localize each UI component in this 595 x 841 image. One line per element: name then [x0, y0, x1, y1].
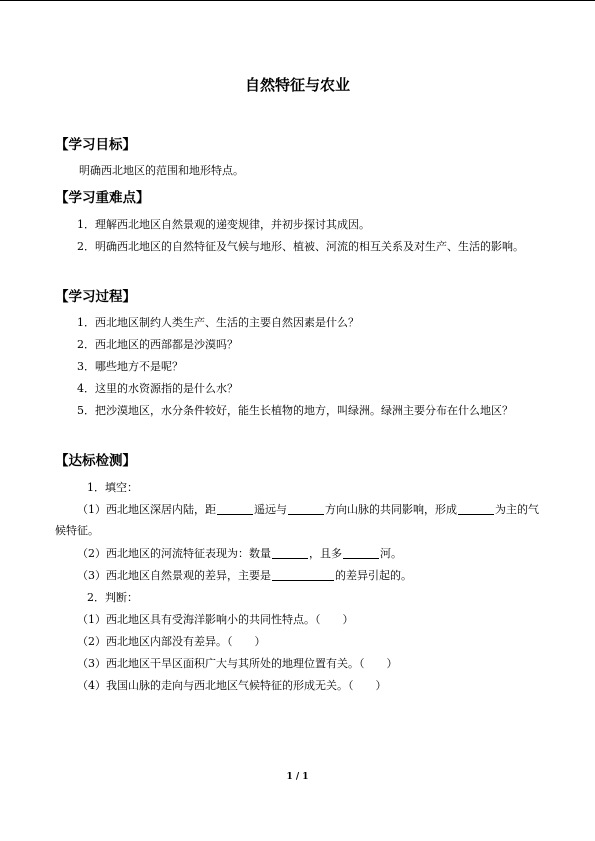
fill-q1-part-c: 方向山脉的共同影响，形成 [325, 503, 457, 516]
fill-blank [272, 568, 334, 581]
fill-q1-part-b: 遥远与 [254, 503, 287, 516]
judge-question-4: （4）我国山脉的走向与西北地区气候特征的形成无关。（ ） [77, 679, 387, 692]
fill-blank [288, 502, 324, 515]
fill-question-2 [55, 543, 545, 564]
top-border-line [0, 0, 595, 1]
fill-q1-part-d: 为主的气候特征。 [55, 503, 539, 537]
heading-key-points: 【学习重难点】 [55, 190, 150, 206]
process-question-2: 2．西北地区的西部都是沙漠吗？ [77, 338, 238, 351]
process-question-4: 4．这里的水资源指的是什么水？ [77, 382, 238, 395]
judge-question-3: （3）西北地区干旱区面积广大与其所处的地理位置有关。（ ） [77, 657, 398, 670]
document-title: 自然特征与农业 [244, 76, 350, 94]
fill-blank [343, 546, 379, 559]
fill-blank [458, 502, 494, 515]
fill-q3-part-a: （3）西北地区自然景观的差异，主要是 [77, 569, 271, 582]
key-point-2: 2．明确西北地区的自然特征及气候与地形、植被、河流的相互关系及对生产、生活的影响。 [77, 240, 524, 253]
heading-assessment: 【达标检测】 [55, 453, 136, 469]
judge-question-2: （2）西北地区内部没有差异。（ ） [77, 635, 266, 648]
fill-question-3 [55, 565, 545, 586]
fill-q1-part-a: （1）西北地区深居内陆，距 [77, 503, 216, 516]
judge-question-1: （1）西北地区具有受海洋影响小的共同性特点。（ ） [77, 613, 354, 626]
fill-in-label: 1．填空： [87, 481, 138, 494]
key-point-1: 1．理解西北地区自然景观的递变规律，并初步探讨其成因。 [77, 218, 370, 231]
fill-q2-part-c: 河。 [380, 547, 402, 560]
judge-label: 2．判断： [87, 591, 138, 604]
page-number: 1 / 1 [286, 772, 309, 782]
fill-blank [217, 502, 253, 515]
fill-question-1 [55, 499, 545, 541]
fill-q2-part-a: （2）西北地区的河流特征表现为：数量 [77, 547, 271, 560]
goal-line-1: 明确西北地区的范围和地形特点。 [79, 164, 244, 177]
fill-q2-part-b: ，且多 [309, 547, 342, 560]
fill-blank [272, 546, 308, 559]
process-question-1: 1．西北地区制约人类生产、生活的主要自然因素是什么？ [77, 316, 359, 329]
process-question-3: 3．哪些地方不是呢？ [77, 360, 183, 373]
fill-q3-part-b: 的差异引起的。 [335, 569, 412, 582]
heading-learning-goal: 【学习目标】 [55, 137, 136, 153]
heading-learning-process: 【学习过程】 [55, 289, 136, 305]
process-question-5: 5．把沙漠地区，水分条件较好，能生长植物的地方，叫绿洲。绿洲主要分布在什么地区？ [77, 404, 513, 417]
